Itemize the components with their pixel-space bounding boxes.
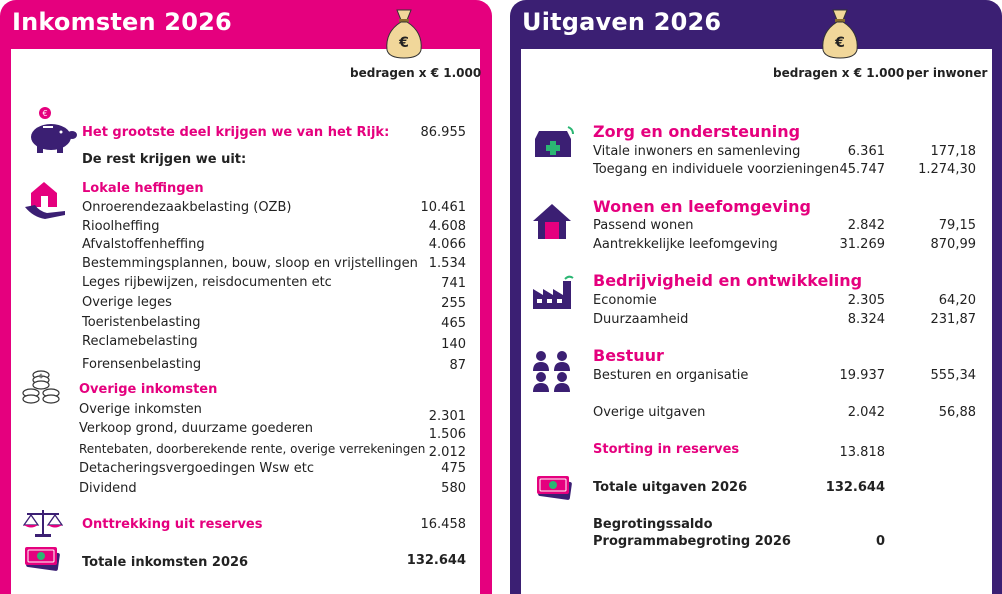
list-item: Bestemmingsplannen, bouw, sloop en vrijstellingen — [82, 256, 418, 271]
list-item: Reclamebelasting — [82, 334, 198, 349]
svg-text:€: € — [835, 35, 845, 51]
income-column-header: bedragen x € 1.000 — [350, 66, 482, 80]
list-item-value: 2.842 — [847, 218, 885, 233]
list-item: Economie — [593, 293, 657, 308]
list-item-value: 10.461 — [420, 200, 466, 215]
list-item-value: 2.012 — [428, 445, 466, 460]
list-item: Overige leges — [82, 295, 172, 310]
list-item-value: 465 — [441, 316, 466, 331]
saldo-label-line2: Programmabegroting 2026 — [593, 534, 791, 549]
list-item-value: 6.361 — [847, 144, 885, 159]
list-item: Forensenbelasting — [82, 357, 202, 372]
list-item: Toegang en individuele voorzieningen — [593, 162, 840, 177]
expenses-column-header-per-capita: per inwoner — [906, 66, 988, 80]
scale-icon — [23, 507, 63, 539]
income-panel — [0, 0, 492, 594]
list-item-value: 1.506 — [428, 427, 466, 442]
list-item: Rioolheffing — [82, 219, 160, 234]
totaal-inkomsten-value: 132.644 — [406, 553, 466, 568]
svg-text:€: € — [42, 109, 48, 118]
piggy-bank-icon — [23, 107, 79, 153]
list-item-value: 4.608 — [428, 219, 466, 234]
money-bag-icon — [819, 6, 861, 60]
list-item-value: 8.324 — [847, 312, 885, 327]
list-item-value: 1.534 — [428, 256, 466, 271]
expenses-column-header-amount: bedragen x € 1.000 — [773, 66, 905, 80]
list-item: Detacheringsvergoedingen Wsw etc — [79, 461, 315, 476]
rijk-value: 86.955 — [420, 125, 466, 140]
list-item-value: 140 — [441, 337, 466, 352]
list-item: Rentebaten, doorberekende rente, overige verrekeningen — [79, 442, 426, 456]
list-item-value: 45.747 — [839, 162, 885, 177]
svg-text:€: € — [399, 35, 409, 51]
income-title: Inkomsten 2026 — [12, 8, 232, 36]
list-item: Leges rijbewijzen, reisdocumenten etc — [82, 275, 332, 290]
list-item-per-inwoner: 177,18 — [930, 144, 976, 159]
money-bills-icon — [23, 545, 63, 575]
list-item-per-inwoner: 1.274,30 — [918, 162, 976, 177]
list-item-value: 2.301 — [428, 409, 466, 424]
list-item-per-inwoner: 64,20 — [938, 293, 976, 308]
list-item-value: 741 — [441, 276, 466, 291]
list-item-per-inwoner: 555,34 — [930, 368, 976, 383]
onttrekking-value: 16.458 — [420, 517, 466, 532]
list-item: Onroerendezaakbelasting (OZB) — [82, 200, 292, 215]
storting-value: 13.818 — [839, 445, 885, 460]
list-item-value: 4.066 — [428, 237, 466, 252]
list-item-value: 87 — [449, 358, 466, 373]
bedrijvigheid-title: Bedrijvigheid en ontwikkeling — [593, 271, 863, 290]
medical-kit-icon — [531, 125, 575, 161]
onttrekking-label: Onttrekking uit reserves — [82, 517, 263, 532]
list-item-value: 475 — [441, 461, 466, 476]
list-item: Overige inkomsten — [79, 402, 202, 417]
list-item: Passend wonen — [593, 218, 694, 233]
totaal-uitgaven-label: Totale uitgaven 2026 — [593, 480, 748, 495]
list-item-value: 2.305 — [847, 293, 885, 308]
list-item: Vitale inwoners en samenleving — [593, 144, 801, 159]
income-content — [11, 49, 480, 594]
factory-icon — [531, 275, 575, 311]
saldo-label-line1: Begrotingssaldo — [593, 517, 713, 532]
expenses-content — [521, 49, 992, 594]
list-item: Dividend — [79, 481, 137, 496]
storting-label: Storting in reserves — [593, 442, 740, 457]
coins-icon — [21, 367, 65, 409]
list-item: Toeristenbelasting — [82, 315, 201, 330]
totaal-uitgaven-value: 132.644 — [825, 480, 885, 495]
list-item-per-inwoner: 870,99 — [930, 237, 976, 252]
house-icon — [531, 201, 573, 241]
people-icon — [531, 349, 573, 393]
list-item-per-inwoner: 79,15 — [938, 218, 976, 233]
rest-label: De rest krijgen we uit: — [82, 152, 247, 167]
list-item: Besturen en organisatie — [593, 368, 749, 383]
money-bag-icon — [383, 6, 425, 60]
totaal-inkomsten-label: Totale inkomsten 2026 — [82, 555, 249, 570]
overige-uitgaven-per-inwoner: 56,88 — [938, 405, 976, 420]
overige-uitgaven-label: Overige uitgaven — [593, 405, 706, 420]
overige-uitgaven-value: 2.042 — [847, 405, 885, 420]
wonen-title: Wonen en leefomgeving — [593, 197, 811, 216]
rijk-label: Het grootste deel krijgen we van het Rijk: — [82, 125, 390, 140]
overige-inkomsten-title: Overige inkomsten — [79, 382, 218, 397]
lokale-heffingen-title: Lokale heffingen — [82, 181, 204, 196]
saldo-value: 0 — [875, 534, 885, 549]
list-item-per-inwoner: 231,87 — [930, 312, 976, 327]
list-item-value: 580 — [441, 481, 466, 496]
expenses-panel — [510, 0, 1002, 594]
list-item: Verkoop grond, duurzame goederen — [79, 421, 314, 436]
list-item: Afvalstoffenheffing — [82, 237, 205, 252]
bestuur-title: Bestuur — [593, 346, 664, 365]
list-item: Aantrekkelijke leefomgeving — [593, 237, 778, 252]
zorg-title: Zorg en ondersteuning — [593, 122, 801, 141]
list-item-value: 19.937 — [839, 368, 885, 383]
svg-text:$: $ — [39, 373, 43, 380]
money-bills-icon — [535, 474, 575, 504]
list-item: Duurzaamheid — [593, 312, 689, 327]
list-item-value: 31.269 — [839, 237, 885, 252]
house-hand-icon — [23, 177, 67, 221]
expenses-title: Uitgaven 2026 — [522, 8, 722, 36]
list-item-value: 255 — [441, 296, 466, 311]
